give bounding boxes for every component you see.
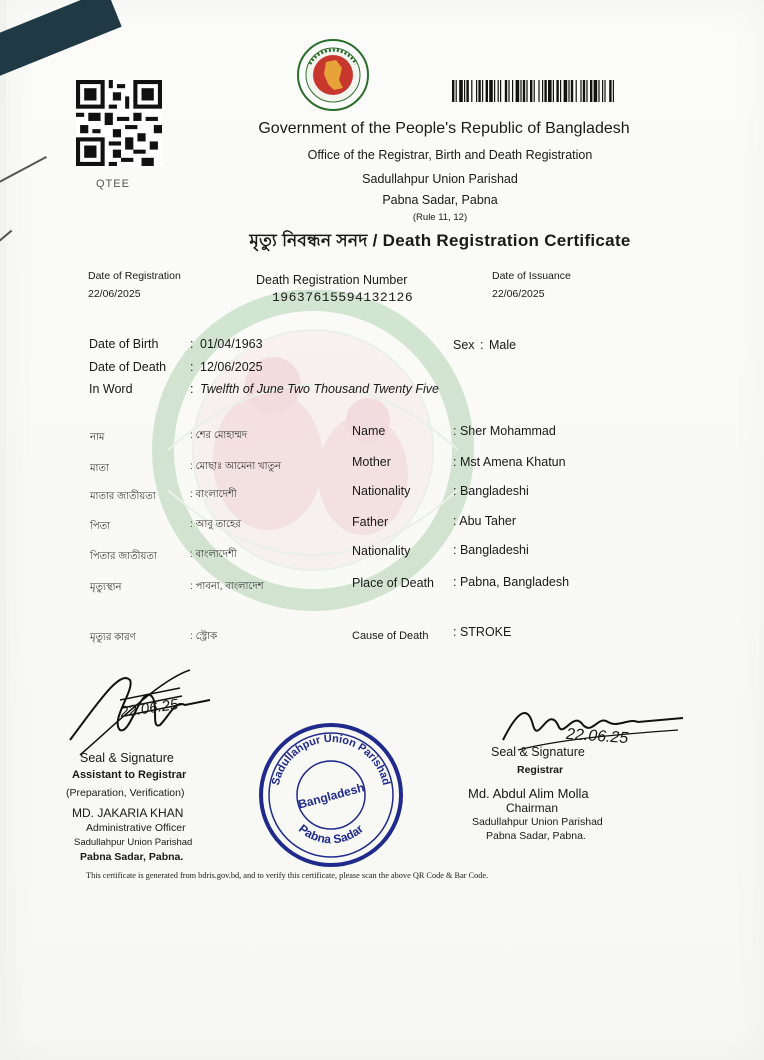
sex-value: Male [489, 338, 517, 352]
right-seal-label: Seal & Signature [491, 745, 585, 759]
date-of-issuance-value: 22/06/2025 [492, 288, 545, 300]
place-of-death-value: : Pabna, Bangladesh [453, 575, 570, 589]
inword-label: In Word [89, 382, 133, 396]
left-handwritten-date: 22.06.25 [119, 696, 180, 721]
inword-value: Twelfth of June Two Thousand Twenty Five [200, 382, 439, 396]
union-parishad-stamp [256, 720, 406, 870]
father-nationality-value: : Bangladeshi [453, 543, 529, 557]
bn-mother-nationality-value: : বাংলাদেশী [190, 489, 237, 500]
bn-father-nationality-value: : বাংলাদেশী [190, 549, 237, 560]
header-office: Office of the Registrar, Birth and Death Registration [307, 148, 593, 162]
bn-place-of-death-value: : পাবনা, বাংলাদেশ [190, 581, 264, 592]
bn-name-value: : শের মোহাম্মদ [190, 430, 248, 441]
bn-cause-of-death-label: মৃত্যুর কারণ [90, 632, 136, 643]
left-name: MD. JAKARIA KHAN [72, 806, 184, 820]
bn-mother-nationality-label: মাতার জাতীয়তা [90, 491, 156, 502]
left-seal-label: Seal & Signature [80, 751, 174, 765]
svg-text:Pabna Sadar [296, 822, 366, 847]
right-handwritten-date: 22.06.25 [565, 725, 629, 748]
header-union: Sadullahpur Union Parishad [362, 172, 518, 186]
government-seal-icon [296, 38, 370, 112]
header-government: Government of the People's Republic of Bangladesh [258, 120, 630, 137]
name-value: : Sher Mohammad [453, 424, 556, 438]
certificate-title: মৃত্যু নিবন্ধন সনদ / Death Registration Certificate [249, 231, 631, 250]
colon: : [190, 360, 194, 374]
qr-label: QTEE [96, 178, 130, 190]
date-of-registration-value: 22/06/2025 [88, 288, 141, 300]
date-of-issuance-label: Date of Issuance [492, 270, 571, 282]
dob-label: Date of Birth [89, 337, 159, 351]
barcode[interactable] [452, 80, 614, 102]
dod-value: 12/06/2025 [200, 360, 263, 374]
bn-place-of-death-label: মৃত্যুস্থান [90, 582, 122, 593]
left-role: Assistant to Registrar [72, 769, 187, 781]
registration-number-value: 19637615594132126 [272, 290, 414, 305]
mother-nationality-label: Nationality [352, 484, 411, 498]
cause-of-death-label: Cause of Death [352, 630, 429, 642]
right-title: Chairman [506, 801, 559, 815]
bn-mother-value: : মোছাঃ আমেনা খাতুন [190, 461, 281, 472]
mother-value: : Mst Amena Khatun [453, 455, 566, 469]
bn-father-nationality-label: পিতার জাতীয়তা [90, 551, 157, 562]
bn-cause-of-death-value: : স্ট্রোক [190, 631, 218, 642]
left-org: Sadullahpur Union Parishad [74, 837, 193, 848]
watermark-emblem [148, 290, 478, 720]
colon: : [190, 382, 194, 396]
date-of-registration-label: Date of Registration [88, 270, 181, 282]
right-place: Pabna Sadar, Pabna. [486, 830, 586, 842]
dod-label: Date of Death [89, 360, 167, 374]
colon: : [480, 338, 484, 352]
name-label: Name [352, 424, 386, 438]
footer-note: This certificate is generated from bdris.gov.bd, and to verify this certificate, please scan the above QR Code & Bar Code. [86, 871, 489, 880]
father-value: : Abu Taher [453, 514, 517, 528]
colon: : [190, 337, 194, 351]
father-label: Father [352, 515, 389, 529]
sex-label: Sex [453, 338, 475, 352]
bn-father-value: : আবু তাহের [190, 519, 241, 530]
bn-name-label: নাম [90, 432, 105, 443]
bn-mother-label: মাতা [90, 463, 109, 474]
dob-value: 01/04/1963 [200, 337, 263, 351]
place-of-death-label: Place of Death [352, 576, 434, 590]
right-org: Sadullahpur Union Parishad [472, 816, 603, 828]
father-nationality-label: Nationality [352, 544, 411, 558]
mother-nationality-value: : Bangladeshi [453, 484, 529, 498]
left-role-detail: (Preparation, Verification) [66, 787, 185, 799]
stamp-center-text: Bangladesh [296, 780, 366, 812]
left-title: Administrative Officer [86, 822, 186, 834]
registration-number-label: Death Registration Number [256, 273, 408, 287]
left-place: Pabna Sadar, Pabna. [80, 851, 184, 863]
header-location: Pabna Sadar, Pabna [382, 193, 498, 207]
bn-father-label: পিতা [90, 521, 111, 532]
stamp-top-text: Sadullahpur Union Parishad [269, 732, 393, 787]
right-name: Md. Abdul Alim Molla [468, 786, 589, 801]
header-rule: (Rule 11, 12) [412, 212, 468, 223]
stamp-bottom-text: Pabna Sadar [295, 821, 367, 847]
right-role: Registrar [517, 764, 564, 776]
mother-label: Mother [352, 455, 391, 469]
cause-of-death-value: : STROKE [453, 625, 512, 639]
